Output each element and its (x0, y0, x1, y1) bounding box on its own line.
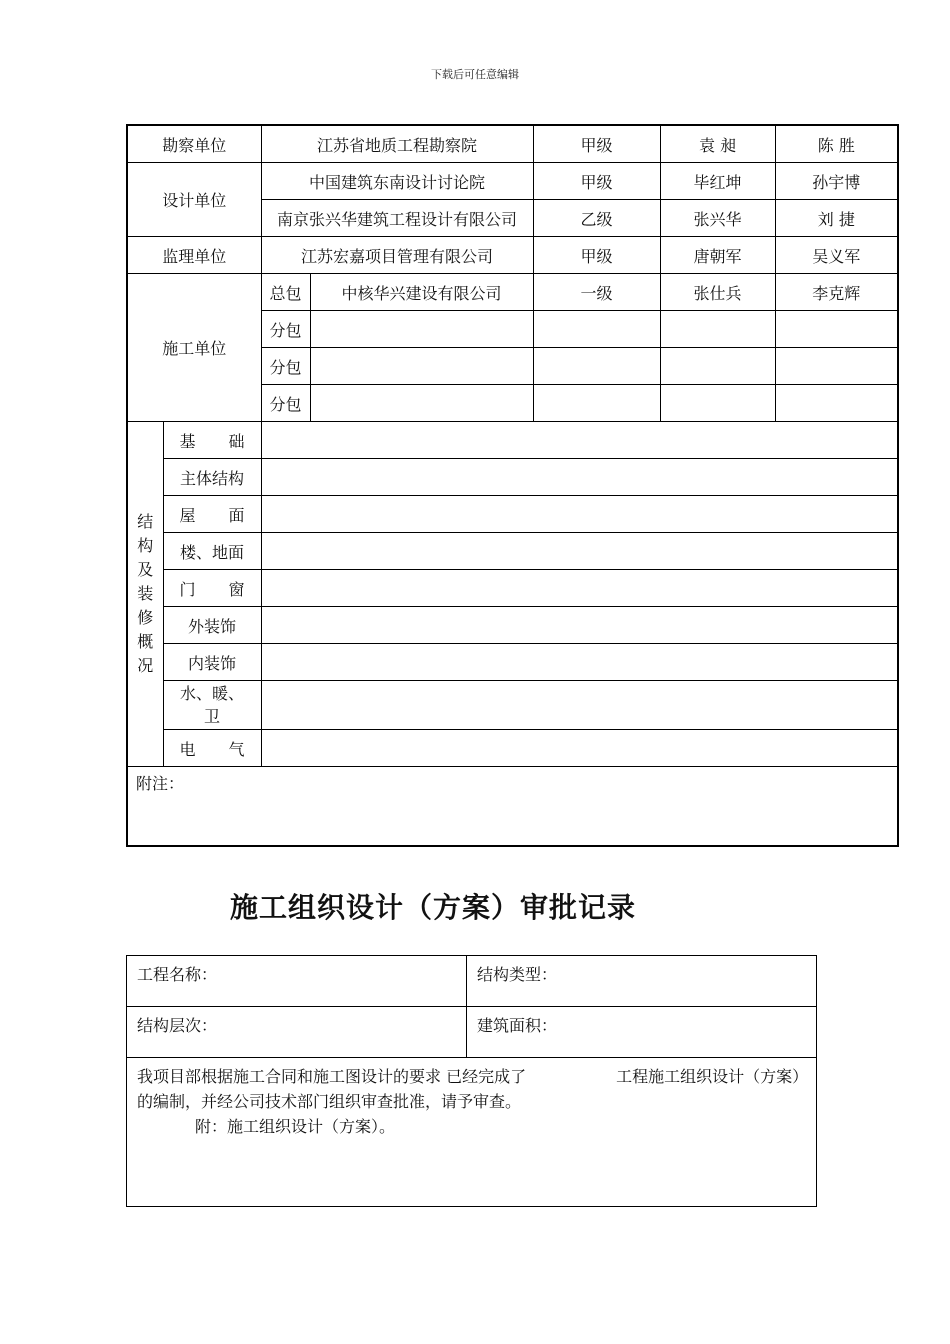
construction-unit-name (310, 348, 533, 385)
label-char: 及 (137, 560, 154, 579)
header-note: 下载后可任意编辑 (431, 68, 519, 81)
construction-person1: 张仕兵 (660, 274, 775, 311)
design-unit-label: 设计单位 (127, 163, 261, 237)
design-person2: 刘 捷 (775, 200, 898, 237)
structure-row (127, 459, 898, 496)
main-structure-value (261, 459, 898, 496)
label-char: 结 (137, 512, 154, 531)
note-label: 附注： (136, 774, 185, 793)
roof-label: 屋 面 (163, 496, 261, 533)
doors-windows-value (261, 570, 898, 607)
construction-grade: 一级 (533, 274, 660, 311)
structure-floors-label: 结构层次： (137, 1016, 218, 1035)
foundation-value (261, 422, 898, 459)
note-row (127, 767, 898, 847)
design-unit-name: 南京张兴华建筑工程设计有限公司 (261, 200, 533, 237)
label-char: 装 (137, 584, 154, 603)
design-grade: 甲级 (533, 163, 660, 200)
floor-value (261, 533, 898, 570)
construction-grade (533, 311, 660, 348)
structure-row (127, 681, 898, 730)
survey-person1: 袁 昶 (660, 125, 775, 163)
survey-unit-label: 勘察单位 (127, 125, 261, 163)
structure-row (127, 533, 898, 570)
electrical-label: 电 气 (163, 730, 261, 767)
structure-row (127, 607, 898, 644)
construction-grade (533, 385, 660, 422)
design-person2: 孙宇博 (775, 163, 898, 200)
structure-row (127, 496, 898, 533)
construction-person1 (660, 348, 775, 385)
project-name-label: 工程名称： (137, 965, 218, 984)
building-area-label: 建筑面积： (477, 1016, 558, 1035)
construction-unit-name (310, 385, 533, 422)
construction-unit-name: 中核华兴建设有限公司 (310, 274, 533, 311)
approval-title: 施工组织设计（方案）审批记录 (230, 891, 637, 924)
contract-type: 分包 (261, 311, 310, 348)
label-char: 概 (137, 632, 154, 651)
construction-person2 (775, 311, 898, 348)
statement-part1: 我项目部根据施工合同和施工图设计的要求 已经完成了 (137, 1067, 527, 1086)
floor-label: 楼、地面 (163, 533, 261, 570)
design-row-1 (127, 163, 898, 200)
doors-windows-label: 门 窗 (163, 570, 261, 607)
supervision-person1: 唐朝军 (660, 237, 775, 274)
construction-unit-name (310, 311, 533, 348)
design-grade: 乙级 (533, 200, 660, 237)
note-field[interactable] (127, 767, 898, 847)
roof-value (261, 496, 898, 533)
foundation-label: 基 础 (163, 422, 261, 459)
approval-statement (127, 1058, 817, 1207)
statement-part2: 工程施工组织设计（方案）的编制，并经公司技术部门组织审查批准，请予审查。 (137, 1067, 801, 1111)
structure-overview-label (127, 422, 163, 767)
main-structure-label: 主体结构 (163, 459, 261, 496)
structure-row (127, 730, 898, 767)
supervision-unit-name: 江苏宏嘉项目管理有限公司 (261, 237, 533, 274)
construction-person2 (775, 348, 898, 385)
attachment-note: 附：施工组织设计（方案）。 (195, 1117, 396, 1136)
structure-row (127, 570, 898, 607)
construction-person2: 李克辉 (775, 274, 898, 311)
approval-record-table (126, 955, 817, 1207)
contract-type: 总包 (261, 274, 310, 311)
supervision-person2: 吴义军 (775, 237, 898, 274)
interior-decoration-label: 内装饰 (163, 644, 261, 681)
structure-row (127, 422, 898, 459)
building-area-field[interactable] (467, 1007, 817, 1058)
plumbing-label: 水、暖、 卫 (163, 681, 261, 730)
supervision-unit-label: 监理单位 (127, 237, 261, 274)
interior-decoration-value (261, 644, 898, 681)
exterior-decoration-value (261, 607, 898, 644)
exterior-decoration-label: 外装饰 (163, 607, 261, 644)
supervision-row (127, 237, 898, 274)
construction-person1 (660, 311, 775, 348)
supervision-grade: 甲级 (533, 237, 660, 274)
label-char: 构 (137, 536, 154, 555)
contract-type: 分包 (261, 385, 310, 422)
survey-person2: 陈 胜 (775, 125, 898, 163)
label-char: 况 (137, 656, 154, 675)
design-person1: 毕红坤 (660, 163, 775, 200)
structure-floors-field[interactable] (127, 1007, 467, 1058)
construction-person2 (775, 385, 898, 422)
statement-paragraph (137, 1064, 806, 1114)
structure-type-field[interactable] (467, 956, 817, 1007)
design-person1: 张兴华 (660, 200, 775, 237)
project-units-table (126, 124, 899, 847)
label-char: 修 (137, 608, 154, 627)
structure-row (127, 644, 898, 681)
construction-person1 (660, 385, 775, 422)
survey-unit-name: 江苏省地质工程勘察院 (261, 125, 533, 163)
electrical-value (261, 730, 898, 767)
project-name-field[interactable] (127, 956, 467, 1007)
design-unit-name: 中国建筑东南设计讨论院 (261, 163, 533, 200)
contract-type: 分包 (261, 348, 310, 385)
plumbing-value (261, 681, 898, 730)
survey-row (127, 125, 898, 163)
structure-type-label: 结构类型： (477, 965, 558, 984)
construction-grade (533, 348, 660, 385)
survey-grade: 甲级 (533, 125, 660, 163)
construction-row-1 (127, 274, 898, 311)
construction-unit-label: 施工单位 (127, 274, 261, 422)
